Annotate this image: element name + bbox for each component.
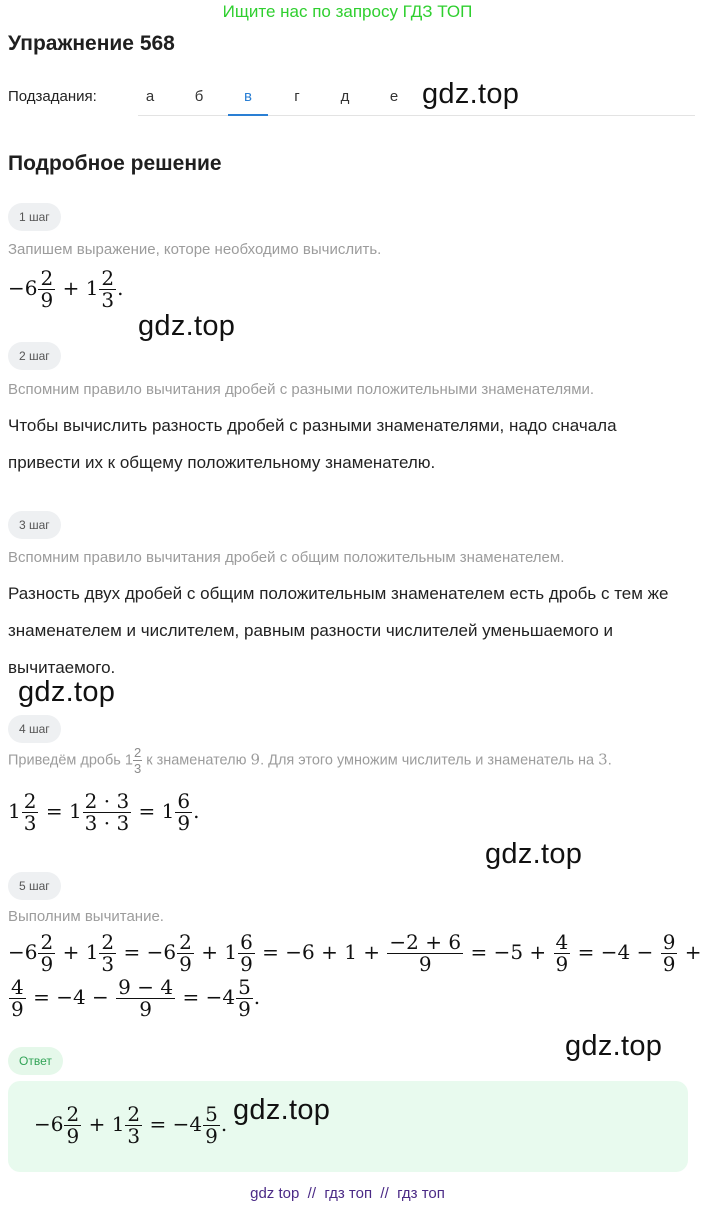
footer-links: gdz top // гдз топ // гдз топ	[250, 1185, 445, 1202]
solution-title: Подробное решение	[8, 152, 222, 175]
step-5-expression-line-1: −6 $\frac{2}{9}$ + 1 $\frac{2}{3}$ = −6 $\frac{2}{9}$ + 1 $\frac{6}{9}$ = −6 + 1 + $\frac{-2 + 6}{9}$ = −5 + $\frac{4}{9}$ = −4 − $\frac{9}{9}$ +	[8, 930, 702, 976]
answer-badge: Ответ	[8, 1047, 63, 1075]
watermark: gdz.top	[138, 310, 236, 342]
tab-b[interactable]: б	[194, 88, 204, 105]
step-1-hint: Запишем выражение, которе необходимо вычислить.	[8, 241, 382, 258]
step-4-expression: 1 $\frac{2}{3}$ = 1 $\frac{2 \cdot 3}{3 \cdot 3}$ = 1 $\frac{6}{9}$ .	[8, 789, 200, 835]
exercise-title: Упражнение 568	[8, 32, 175, 55]
step-2-rule: Чтобы вычислить разность дробей с разными знаменателями, надо сначала привести их к общему положительному знаменателю.	[8, 416, 617, 472]
watermark: gdz.top	[233, 1094, 331, 1126]
step-4-badge: 4 шаг	[8, 715, 61, 743]
step-1-badge: 1 шаг	[8, 203, 61, 231]
step-4-hint: Приведём дробь 1 $\frac{2}{3}$ к знаменателю 9. Для этого умножим числитель и знаменатель на 3.	[8, 745, 612, 776]
step-1-expression: −6 $\frac{2}{9}$ + 1 $\frac{2}{3}$ .	[8, 266, 124, 312]
step-5-hint: Выполним вычитание.	[8, 908, 164, 925]
tab-a[interactable]: а	[145, 88, 155, 105]
tab-d[interactable]: д	[340, 88, 350, 105]
tab-v[interactable]: в	[228, 88, 268, 116]
subtasks-bar	[8, 78, 695, 116]
step-2-hint: Вспомним правило вычитания дробей с разными положительными знаменателями.	[8, 381, 595, 398]
subtasks-label: Подзадания:	[8, 88, 97, 105]
step-2-badge: 2 шаг	[8, 342, 61, 370]
search-banner: Ищите нас по запросу ГДЗ ТОП	[222, 2, 473, 21]
watermark: gdz.top	[422, 78, 520, 110]
tab-g[interactable]: г	[294, 88, 300, 105]
watermark: gdz.top	[485, 838, 583, 870]
subtasks-divider	[138, 115, 695, 116]
watermark: gdz.top	[565, 1030, 663, 1062]
step-5-expression-line-2: $\frac{4}{9}$ = −4 − $\frac{9 - 4}{9}$ = −4 $\frac{5}{9}$ .	[11, 975, 261, 1021]
step-3-hint: Вспомним правило вычитания дробей с общим положительным знаменателем.	[8, 549, 565, 566]
tab-e[interactable]: е	[389, 88, 399, 105]
watermark: gdz.top	[18, 676, 116, 708]
step-3-badge: 3 шаг	[8, 511, 61, 539]
answer-expression: −6 $\frac{2}{9}$ + 1 $\frac{2}{3}$ = −4 $\frac{5}{9}$ .	[34, 1102, 228, 1148]
step-5-badge: 5 шаг	[8, 872, 61, 900]
step-3-rule: Разность двух дробей с общим положительным знаменателем есть дробь с тем же знаменателем и числителем, равным разности числителей уменьшаемого и вычитаемого.	[8, 584, 669, 677]
